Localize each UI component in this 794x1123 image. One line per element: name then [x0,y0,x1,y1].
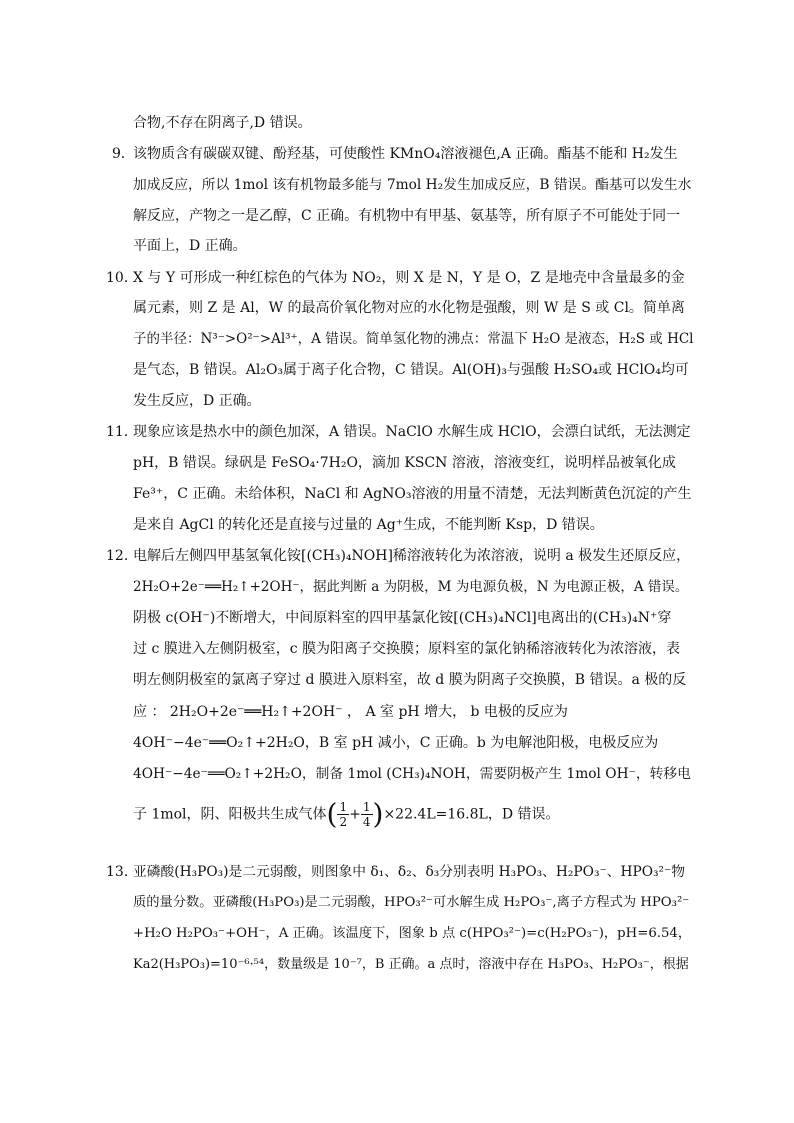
fraction-numerator: 1 [362,800,371,814]
text-line: 该物质含有碳碳双键、酚羟基，可使酸性 KMnO₄溶液褪色,A 正确。酯基不能和 H₂发生 [133,146,678,162]
text-line: 合物,不存在阴离子,D 错误。 [133,115,312,131]
text-line: X 与 Y 可形成一种红棕色的气体为 NO₂，则 X 是 N，Y 是 O，Z 是地壳中含量最多的金 [133,270,685,286]
paren-right: ) [372,797,384,831]
text-line: 属元素，则 Z 是 Al，W 的最高价氧化物对应的水化物是强酸，则 W 是 S 或 Cl。简单离 [133,300,685,316]
fraction-denominator: 4 [362,815,371,829]
text-line: 过 c 膜进入左侧阴极室，c 膜为阳离子交换膜；原料室的氯化钠稀溶液转化为浓溶液，表 [133,641,681,657]
question-number-13: 13． [106,864,138,880]
text-line-with-fraction [133,797,560,831]
text-line: 解反应，产物之一是乙醇，C 正确。有机物中有甲基、氨基等，所有原子不可能处于同一 [133,208,681,224]
text-line: 子的半径：N³⁻>O²⁻>Al³⁺，A 错误。简单氢化物的沸点：常温下 H₂O 是液态，H₂S 或 HCl [133,331,694,347]
text-line: 4OH⁻−4e⁻══O₂↑+2H₂O，B 室 pH 减小，C 正确。b 为电解池阳极，电极反应为 [133,735,659,751]
text-line: 平面上，D 正确。 [133,238,247,254]
text-line: 加成反应，所以 1mol 该有机物最多能与 7mol H₂发生加成反应，B 错误。酯基可以发生水 [133,177,692,193]
text-line: 是气态，B 错误。Al₂O₃属于离子化合物，C 错误。Al(OH)₃与强酸 H₂SO₄或 HClO₄均可 [133,362,689,378]
plus-sign: + [349,806,361,823]
question-number-12: 12． [106,548,138,564]
question-number-9: 9． [112,146,135,162]
text-line: 是来自 AgCl 的转化还是直接与过量的 Ag⁺生成，不能判断 Ksp，D 错误。 [133,517,604,533]
fraction-quarter [361,800,373,829]
text-line: 亚磷酸(H₃PO₃)是二元弱酸，则图象中 δ₁、δ₂、δ₃分别表明 H₃PO₃、H₂PO₃⁻、HPO₃²⁻物 [133,864,686,880]
text-line: 质的量分数。亚磷酸(H₃PO₃)是二元弱酸，HPO₃²⁻可水解生成 H₂PO₃⁻,离子方程式为 HPO₃²⁻ [133,895,690,910]
text-line: 发生反应，D 正确。 [133,393,261,409]
text-line: Fe³⁺，C 正确。未给体积，NaCl 和 AgNO₃溶液的用量不清楚，无法判断黄色沉淀的产生 [133,486,692,502]
text-line: pH，B 错误。绿矾是 FeSO₄·7H₂O，滴加 KSCN 溶液，溶液变红，说明样品被氧化成 [133,455,676,471]
text-line: +H₂O H₂PO₃⁻+OH⁻，A 正确。该温度下，图象 b 点 c(HPO₃²⁻)=c(H₂PO₃⁻)，pH=6.54， [133,926,692,941]
fraction-denominator: 2 [339,815,348,829]
text-segment: 子 1mol，阴、阳极共生成气体 [133,806,327,823]
paren-left: ( [326,797,338,831]
text-line: 2H₂O+2e⁻══H₂↑+2OH⁻，据此判断 a 为阴极，M 为电源负极，N 为电源正极，A 错误。 [133,579,689,595]
question-number-10: 10． [106,270,138,286]
text-line: 4OH⁻−4e⁻══O₂↑+2H₂O，制备 1mol (CH₃)₄NOH，需要阴极产生 1mol OH⁻，转移电 [133,766,691,782]
text-line: 明左侧阴极室的氯离子穿过 d 膜进入原料室，故 d 膜为阴离子交换膜，B 错误。a 极的反 [133,672,687,688]
fraction-numerator: 1 [339,800,348,814]
text-line: 应 ： 2H₂O+2e⁻══H₂↑+2OH⁻ ， A 室 pH 增大， b 电极的反应为 [133,704,568,720]
text-line: Ka2(H₃PO₃)=10⁻⁶·⁵⁴，数量级是 10⁻⁷，B 正确。a 点时，溶液中存在 H₃PO₃、H₂PO₃⁻，根据 [133,957,689,972]
text-segment: ×22.4L=16.8L，D 错误。 [383,806,560,823]
text-line: 阴极 c(OH⁻)不断增大，中间原料室的四甲基氯化铵[(CH₃)₄NCl]电离出的(CH₃)₄N⁺穿 [133,610,672,626]
text-line: 电解后左侧四甲基氢氧化铵[(CH₃)₄NOH]稀溶液转化为浓溶液，说明 a 极发生还原反应， [133,548,691,564]
fraction-half [337,800,349,829]
question-number-11: 11． [106,424,138,440]
text-line: 现象应该是热水中的颜色加深，A 错误。NaClO 水解生成 HClO，会漂白试纸，无法测定 [133,424,691,440]
